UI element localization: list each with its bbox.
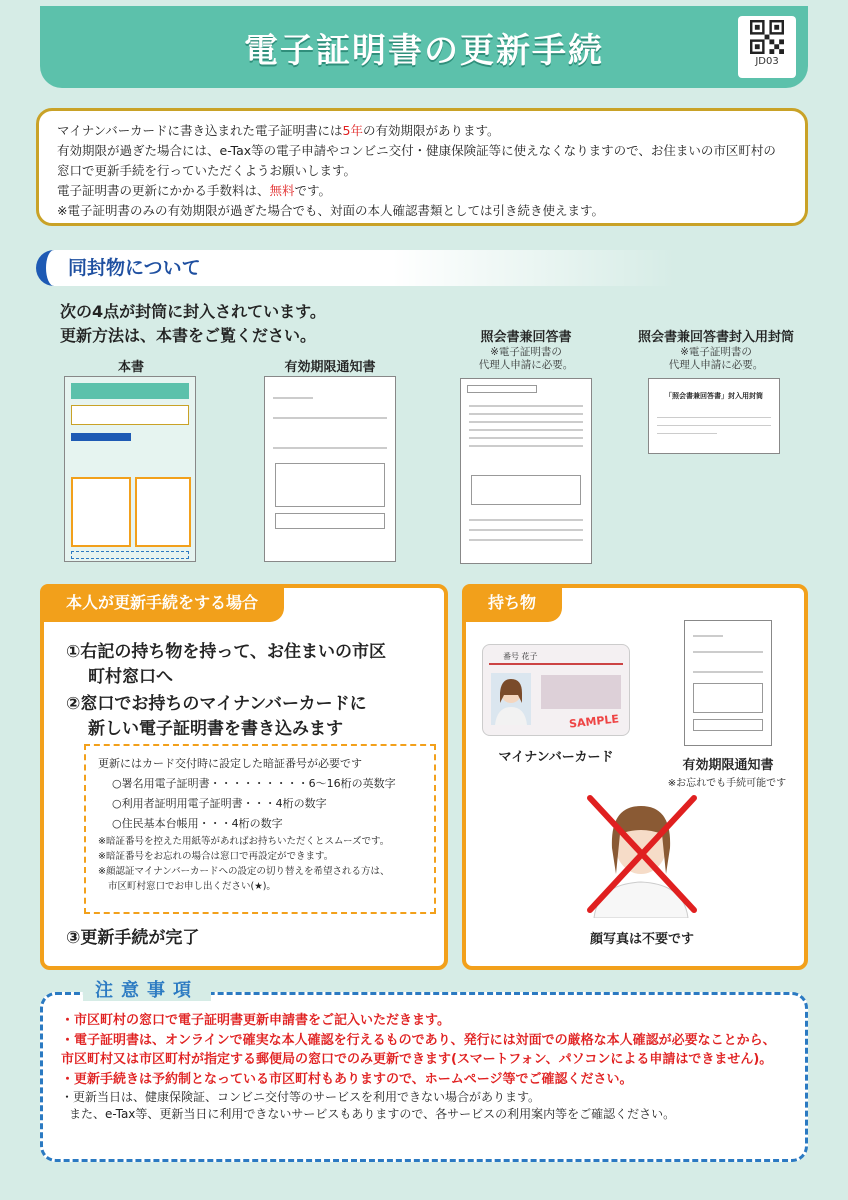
enclosure-title: 同封物について: [36, 250, 676, 286]
card-name: 番号 花子: [503, 652, 538, 661]
expiry-notice-image: [684, 620, 772, 746]
doc-label-notice: 有効期限通知書: [284, 360, 376, 375]
items-to-bring-tab: 持ち物: [462, 584, 562, 622]
fee-free: 無料: [269, 183, 295, 198]
notice-box: [40, 980, 808, 1162]
qr-code-icon: [750, 20, 784, 54]
pin-info-box: [84, 744, 436, 914]
step-3: ③更新手続が完了: [66, 928, 200, 948]
pin-user-auth: ○利用者証明用電子証明書・・・4桁の数字: [112, 797, 327, 810]
card-sample-mark: SAMPLE: [568, 712, 620, 731]
page-title: 電子証明書の更新手続: [244, 30, 604, 71]
doc-note-envelope: [656, 346, 776, 372]
step-2-line-1: ②窓口でお持ちのマイナンバーカードに: [66, 694, 367, 714]
no-photo-icon: [576, 788, 706, 918]
items-to-bring-box: [462, 584, 808, 970]
doc-code: JD03: [755, 56, 779, 67]
step-1-line-1: ①右記の持ち物を持って、お住まいの市区: [66, 642, 387, 662]
intro-line-3: [57, 181, 787, 201]
validity-years: 5年: [342, 123, 363, 138]
doc-thumb-notice: [264, 376, 396, 562]
notice-item-1: ・市区町村の窓口で電子証明書更新申請書をご記入いただきます。: [61, 1013, 450, 1028]
envelope-title: 「照会書兼回答書」封入用封筒: [665, 392, 763, 400]
self-procedure-tab: 本人が更新手続をする場合: [40, 584, 284, 622]
doc-label-main: 本書: [117, 360, 144, 375]
card-label: マイナンバーカード: [498, 750, 614, 765]
step-1: [66, 640, 386, 690]
step-1-line-2: 町村窓口へ: [88, 667, 173, 687]
doc-thumb-envelope: [648, 378, 780, 454]
intro-text: 電子証明書の更新にかかる手数料は、: [57, 183, 270, 198]
doc-label-envelope: 照会書兼回答書封入用封筒: [637, 330, 794, 345]
expiry-notice-note: ※お忘れでも手続可能です: [667, 778, 787, 789]
doc-note-line: ※電子証明書の: [680, 346, 752, 358]
qr-code: [738, 16, 796, 78]
notice-title: 注意事項: [83, 981, 211, 1001]
pin-intro: 更新にはカード交付時に設定した暗証番号が必要です: [98, 757, 362, 770]
notice-item-4b: また、e-Tax等、更新当日に利用できないサービスもありますので、各サービスの利用案内等をご確認ください。: [69, 1107, 676, 1121]
pin-signature: ○署名用電子証明書・・・・・・・・・6〜16桁の英数字: [112, 777, 396, 790]
pin-resident-registry: ○住民基本台帳用・・・4桁の数字: [112, 817, 283, 830]
intro-box: [36, 108, 808, 226]
person-icon: [491, 673, 531, 725]
notice-item-2: ・電子証明書は、オンラインで確実な本人確認を行えるものであり、発行には対面での厳格な本人確認が必要なことから、市区町村又は市区町村が指定する郵便局の窓口でのみ更新できます(スマートフォン、パソコンによる申請はできません)。: [61, 1032, 776, 1067]
expiry-notice-label: 有効期限通知書: [682, 758, 774, 773]
step-2-line-2: 新しい電子証明書を書き込みます: [88, 719, 343, 739]
step-2: [66, 692, 367, 742]
doc-label-inquiry: 照会書兼回答書: [480, 330, 572, 345]
intro-line-1: [57, 121, 787, 141]
self-procedure-box: [40, 584, 448, 970]
doc-thumb-main: [64, 376, 196, 562]
enclosure-lead-2: 更新方法は、本書をご覧ください。: [60, 326, 317, 345]
doc-note-line: 代理人申請に必要。: [478, 359, 574, 371]
intro-text: マイナンバーカードに書き込まれた電子証明書には: [57, 123, 343, 138]
intro-line-2: 有効期限が過ぎた場合には、e-Tax等の電子申請やコンビニ交付・健康保険証等に使えなくなりますので、お住まいの市区町村の窓口で更新手続を行っていただくようお願いします。: [57, 143, 776, 178]
enclosure-lead-1: 次の4点が封筒に封入されています。: [60, 302, 326, 321]
card-photo: [491, 673, 531, 725]
doc-note-line: 代理人申請に必要。: [668, 359, 764, 371]
notice-item-3: ・更新手続きは予約制となっている市区町村もありますので、ホームページ等でご確認ください。: [61, 1071, 633, 1087]
pin-note-3b: 市区町村窓口でお申し出ください(★)。: [108, 881, 276, 892]
pin-note-3: ※顔認証マイナンバーカードへの設定の切り替えを希望される方は、: [98, 866, 390, 877]
enclosure-lead: [60, 300, 326, 348]
intro-text: です。: [294, 183, 332, 198]
page-header: [40, 6, 808, 88]
intro-text: の有効期限があります。: [362, 123, 500, 138]
doc-thumb-inquiry: [460, 378, 592, 564]
doc-note-line: ※電子証明書の: [490, 346, 562, 358]
notice-item-4: ・更新当日は、健康保険証、コンビニ交付等のサービスを利用できない場合があります。: [61, 1090, 541, 1104]
pin-note-2: ※暗証番号をお忘れの場合は窓口で再設定ができます。: [98, 851, 334, 862]
pin-note-1: ※暗証番号を控えた用紙等があればお持ちいただくとスムーズです。: [98, 836, 390, 847]
intro-line-4: ※電子証明書のみの有効期限が過ぎた場合でも、対面の本人確認書類としては引き続き使えます。: [57, 203, 604, 218]
my-number-card-image: [482, 644, 630, 736]
doc-note-inquiry: [466, 346, 586, 372]
no-photo-label: 顔写真は不要です: [589, 932, 694, 947]
